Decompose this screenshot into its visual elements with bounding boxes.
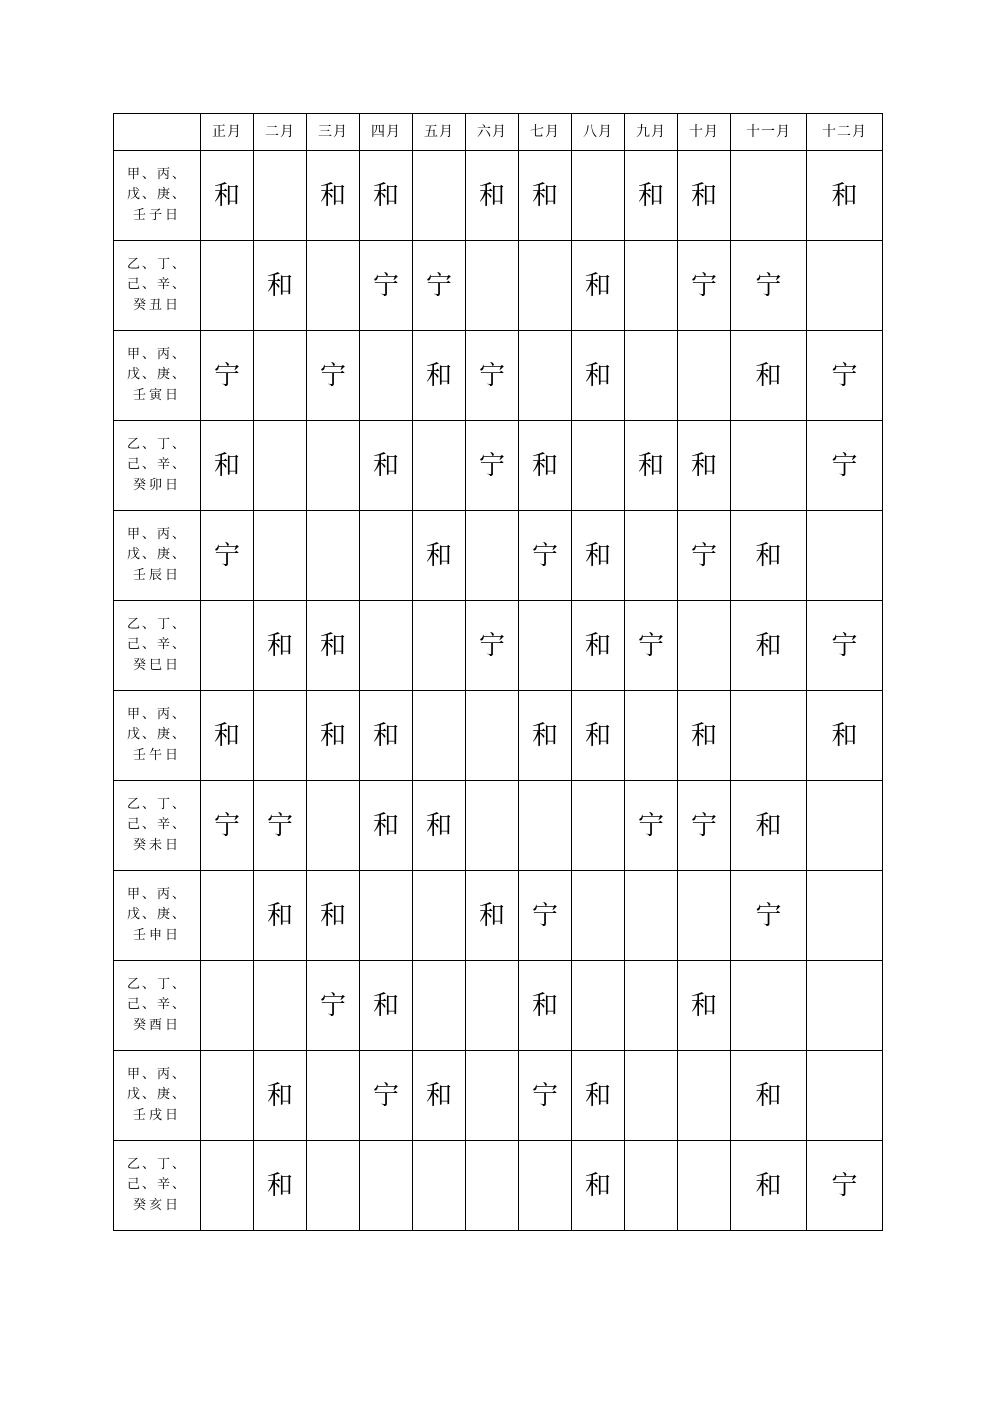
mark-cell xyxy=(731,331,807,421)
row-label-line: 己、辛、 xyxy=(126,997,187,1013)
mark-cell xyxy=(201,1051,254,1141)
row-label-cell xyxy=(114,151,201,241)
mark-cell xyxy=(307,1051,360,1141)
mark-glyph: 和 xyxy=(755,360,782,391)
table-header xyxy=(114,114,883,151)
mark-cell xyxy=(625,871,678,961)
mark-cell xyxy=(572,241,625,331)
mark-glyph: 宁 xyxy=(266,810,293,841)
row-label-line: 戊、庚、 xyxy=(126,547,187,563)
row-label-line: 乙、丁、 xyxy=(126,797,187,813)
mark-glyph: 宁 xyxy=(478,450,505,481)
table-row xyxy=(114,421,883,511)
mark-cell xyxy=(519,601,572,691)
mark-cell xyxy=(413,601,466,691)
mark-cell xyxy=(360,331,413,421)
row-label-cell xyxy=(114,241,201,331)
mark-cell xyxy=(572,151,625,241)
mark-cell xyxy=(201,871,254,961)
mark-cell xyxy=(572,871,625,961)
mark-glyph: 和 xyxy=(319,630,346,661)
mark-glyph: 和 xyxy=(637,180,664,211)
row-label-cell xyxy=(114,601,201,691)
mark-cell xyxy=(413,331,466,421)
mark-cell xyxy=(307,1141,360,1231)
mark-cell xyxy=(413,1051,466,1141)
mark-cell xyxy=(307,151,360,241)
mark-cell xyxy=(254,151,307,241)
mark-cell xyxy=(413,961,466,1051)
mark-cell xyxy=(625,421,678,511)
mark-cell xyxy=(807,601,883,691)
row-label-line: 甲、丙、 xyxy=(126,887,187,903)
mark-cell xyxy=(625,331,678,421)
mark-cell xyxy=(201,421,254,511)
mark-cell xyxy=(678,961,731,1051)
mark-cell xyxy=(807,511,883,601)
mark-glyph: 和 xyxy=(755,630,782,661)
mark-glyph: 和 xyxy=(213,180,240,211)
month-mark-table xyxy=(113,113,883,1231)
mark-cell xyxy=(466,331,519,421)
mark-cell xyxy=(360,871,413,961)
row-label-line: 壬申日 xyxy=(132,927,181,943)
table-row xyxy=(114,331,883,421)
mark-glyph: 和 xyxy=(425,360,452,391)
mark-glyph: 和 xyxy=(319,720,346,751)
mark-cell xyxy=(731,511,807,601)
mark-cell xyxy=(625,151,678,241)
mark-cell xyxy=(572,601,625,691)
mark-cell xyxy=(201,1141,254,1231)
column-header-month-8: 八月 xyxy=(572,114,625,151)
mark-cell xyxy=(678,781,731,871)
mark-glyph: 和 xyxy=(478,900,505,931)
column-header-month-5: 五月 xyxy=(413,114,466,151)
mark-glyph: 和 xyxy=(266,1080,293,1111)
mark-cell xyxy=(307,781,360,871)
mark-glyph: 宁 xyxy=(755,900,782,931)
mark-glyph: 和 xyxy=(372,180,399,211)
mark-cell xyxy=(413,421,466,511)
row-label-line: 癸巳日 xyxy=(132,657,181,673)
row-label-cell xyxy=(114,691,201,781)
mark-glyph: 和 xyxy=(319,180,346,211)
mark-cell xyxy=(466,781,519,871)
mark-cell xyxy=(519,241,572,331)
mark-glyph: 宁 xyxy=(831,1170,858,1201)
mark-cell xyxy=(307,691,360,781)
row-label-cell xyxy=(114,421,201,511)
mark-cell xyxy=(307,421,360,511)
mark-cell xyxy=(519,511,572,601)
mark-glyph: 和 xyxy=(372,810,399,841)
row-label-cell xyxy=(114,1051,201,1141)
table-body xyxy=(114,151,883,1231)
mark-cell xyxy=(413,781,466,871)
table-row xyxy=(114,781,883,871)
row-label-line: 癸未日 xyxy=(132,837,181,853)
mark-cell xyxy=(678,421,731,511)
mark-cell xyxy=(807,691,883,781)
mark-glyph: 和 xyxy=(531,450,558,481)
column-header-month-6: 六月 xyxy=(466,114,519,151)
mark-cell xyxy=(625,1051,678,1141)
mark-cell xyxy=(466,241,519,331)
mark-cell xyxy=(731,241,807,331)
mark-cell xyxy=(360,241,413,331)
mark-glyph: 和 xyxy=(584,1080,611,1111)
column-header-month-2: 二月 xyxy=(254,114,307,151)
mark-glyph: 和 xyxy=(690,720,717,751)
table-row xyxy=(114,601,883,691)
mark-cell xyxy=(572,781,625,871)
mark-cell xyxy=(360,781,413,871)
mark-cell xyxy=(731,781,807,871)
table-row xyxy=(114,241,883,331)
mark-cell xyxy=(625,601,678,691)
mark-glyph: 和 xyxy=(755,1170,782,1201)
mark-glyph: 和 xyxy=(372,990,399,1021)
mark-glyph: 和 xyxy=(584,630,611,661)
mark-glyph: 和 xyxy=(266,900,293,931)
mark-cell xyxy=(466,961,519,1051)
row-label-line: 乙、丁、 xyxy=(126,617,187,633)
mark-glyph: 宁 xyxy=(690,270,717,301)
mark-cell xyxy=(572,421,625,511)
mark-cell xyxy=(572,961,625,1051)
row-label-line: 己、辛、 xyxy=(126,277,187,293)
mark-cell xyxy=(254,691,307,781)
mark-cell xyxy=(413,151,466,241)
mark-cell xyxy=(466,1141,519,1231)
row-label-cell xyxy=(114,961,201,1051)
mark-cell xyxy=(360,1051,413,1141)
mark-cell xyxy=(201,511,254,601)
mark-cell xyxy=(572,511,625,601)
mark-cell xyxy=(466,691,519,781)
row-label-line: 壬子日 xyxy=(132,207,181,223)
row-label-line: 癸酉日 xyxy=(132,1017,181,1033)
mark-cell xyxy=(413,691,466,781)
mark-cell xyxy=(466,151,519,241)
mark-glyph: 和 xyxy=(372,720,399,751)
mark-glyph: 宁 xyxy=(755,270,782,301)
mark-glyph: 和 xyxy=(584,270,611,301)
mark-glyph: 宁 xyxy=(531,900,558,931)
mark-cell xyxy=(360,961,413,1051)
mark-glyph: 和 xyxy=(213,720,240,751)
mark-cell xyxy=(519,961,572,1051)
mark-cell xyxy=(254,1141,307,1231)
mark-cell xyxy=(307,241,360,331)
mark-cell xyxy=(625,691,678,781)
mark-cell xyxy=(678,151,731,241)
row-label-line: 甲、丙、 xyxy=(126,347,187,363)
mark-glyph: 和 xyxy=(690,450,717,481)
row-label-line: 甲、丙、 xyxy=(126,1067,187,1083)
mark-cell xyxy=(519,1051,572,1141)
row-label-line: 己、辛、 xyxy=(126,637,187,653)
corner-cell xyxy=(114,114,201,151)
mark-cell xyxy=(731,871,807,961)
mark-cell xyxy=(360,151,413,241)
mark-cell xyxy=(201,601,254,691)
mark-cell xyxy=(360,1141,413,1231)
mark-cell xyxy=(625,961,678,1051)
mark-glyph: 宁 xyxy=(372,1080,399,1111)
row-label-line: 戊、庚、 xyxy=(126,907,187,923)
mark-glyph: 宁 xyxy=(637,810,664,841)
row-label-line: 壬寅日 xyxy=(132,387,181,403)
table-row xyxy=(114,511,883,601)
mark-cell xyxy=(678,691,731,781)
mark-cell xyxy=(307,961,360,1051)
mark-cell xyxy=(678,871,731,961)
row-label-line: 戊、庚、 xyxy=(126,727,187,743)
mark-cell xyxy=(625,781,678,871)
row-label-line: 乙、丁、 xyxy=(126,1157,187,1173)
row-label-line: 癸卯日 xyxy=(132,477,181,493)
mark-cell xyxy=(678,241,731,331)
mark-cell xyxy=(519,1141,572,1231)
mark-glyph: 和 xyxy=(584,360,611,391)
row-label-cell xyxy=(114,331,201,421)
mark-cell xyxy=(625,241,678,331)
row-label-line: 戊、庚、 xyxy=(126,1087,187,1103)
mark-glyph: 宁 xyxy=(690,540,717,571)
header-row xyxy=(114,114,883,151)
mark-cell xyxy=(731,421,807,511)
mark-glyph: 和 xyxy=(478,180,505,211)
mark-glyph: 宁 xyxy=(372,270,399,301)
mark-cell xyxy=(413,511,466,601)
mark-glyph: 宁 xyxy=(319,990,346,1021)
mark-cell xyxy=(360,511,413,601)
row-label-line: 甲、丙、 xyxy=(126,707,187,723)
mark-cell xyxy=(678,331,731,421)
mark-glyph: 宁 xyxy=(831,360,858,391)
mark-glyph: 宁 xyxy=(637,630,664,661)
mark-cell xyxy=(731,691,807,781)
mark-cell xyxy=(413,871,466,961)
row-label-line: 乙、丁、 xyxy=(126,977,187,993)
mark-cell xyxy=(625,511,678,601)
mark-cell xyxy=(466,511,519,601)
column-header-month-3: 三月 xyxy=(307,114,360,151)
mark-cell xyxy=(413,1141,466,1231)
mark-cell xyxy=(807,781,883,871)
mark-glyph: 宁 xyxy=(478,630,505,661)
row-label-cell xyxy=(114,1141,201,1231)
mark-glyph: 和 xyxy=(372,450,399,481)
mark-cell xyxy=(731,961,807,1051)
mark-cell xyxy=(466,1051,519,1141)
mark-glyph: 和 xyxy=(531,180,558,211)
mark-cell xyxy=(307,331,360,421)
mark-cell xyxy=(360,601,413,691)
mark-cell xyxy=(201,781,254,871)
mark-glyph: 和 xyxy=(531,990,558,1021)
mark-glyph: 宁 xyxy=(531,1080,558,1111)
mark-cell xyxy=(678,511,731,601)
mark-cell xyxy=(625,1141,678,1231)
row-label-line: 癸亥日 xyxy=(132,1197,181,1213)
mark-cell xyxy=(254,961,307,1051)
row-label-line: 乙、丁、 xyxy=(126,437,187,453)
mark-cell xyxy=(807,871,883,961)
mark-glyph: 和 xyxy=(584,1170,611,1201)
row-label-line: 甲、丙、 xyxy=(126,167,187,183)
mark-cell xyxy=(572,1051,625,1141)
mark-glyph: 和 xyxy=(755,540,782,571)
mark-cell xyxy=(807,241,883,331)
mark-cell xyxy=(254,331,307,421)
mark-cell xyxy=(466,421,519,511)
table-row xyxy=(114,961,883,1051)
mark-glyph: 宁 xyxy=(319,360,346,391)
mark-glyph: 和 xyxy=(831,720,858,751)
row-label-line: 癸丑日 xyxy=(132,297,181,313)
row-label-line: 戊、庚、 xyxy=(126,367,187,383)
mark-glyph: 和 xyxy=(425,810,452,841)
table-row xyxy=(114,1051,883,1141)
mark-cell xyxy=(807,1141,883,1231)
mark-cell xyxy=(201,691,254,781)
mark-cell xyxy=(807,961,883,1051)
mark-cell xyxy=(678,1141,731,1231)
row-label-line: 己、辛、 xyxy=(126,1177,187,1193)
mark-cell xyxy=(254,241,307,331)
mark-cell xyxy=(360,691,413,781)
mark-glyph: 和 xyxy=(266,630,293,661)
mark-glyph: 和 xyxy=(425,540,452,571)
mark-glyph: 和 xyxy=(690,180,717,211)
table-row xyxy=(114,151,883,241)
column-header-month-10: 十月 xyxy=(678,114,731,151)
mark-glyph: 和 xyxy=(531,720,558,751)
mark-glyph: 和 xyxy=(266,1170,293,1201)
row-label-cell xyxy=(114,871,201,961)
mark-cell xyxy=(807,151,883,241)
mark-cell xyxy=(807,1051,883,1141)
row-label-line: 己、辛、 xyxy=(126,457,187,473)
mark-cell xyxy=(254,421,307,511)
mark-glyph: 和 xyxy=(319,900,346,931)
mark-cell xyxy=(519,421,572,511)
mark-cell xyxy=(678,601,731,691)
table-row xyxy=(114,1141,883,1231)
mark-cell xyxy=(466,871,519,961)
mark-cell xyxy=(572,331,625,421)
mark-cell xyxy=(254,871,307,961)
mark-cell xyxy=(254,1051,307,1141)
mark-glyph: 宁 xyxy=(213,810,240,841)
column-header-month-9: 九月 xyxy=(625,114,678,151)
mark-cell xyxy=(307,511,360,601)
mark-cell xyxy=(807,331,883,421)
mark-cell xyxy=(360,421,413,511)
mark-glyph: 和 xyxy=(831,180,858,211)
mark-cell xyxy=(201,961,254,1051)
mark-cell xyxy=(678,1051,731,1141)
mark-cell xyxy=(731,151,807,241)
mark-cell xyxy=(201,241,254,331)
mark-cell xyxy=(307,601,360,691)
row-label-line: 乙、丁、 xyxy=(126,257,187,273)
mark-glyph: 和 xyxy=(213,450,240,481)
mark-cell xyxy=(519,151,572,241)
table-row xyxy=(114,691,883,781)
mark-cell xyxy=(201,331,254,421)
row-label-line: 己、辛、 xyxy=(126,817,187,833)
mark-cell xyxy=(519,691,572,781)
row-label-line: 壬戌日 xyxy=(132,1107,181,1123)
row-label-cell xyxy=(114,781,201,871)
mark-glyph: 宁 xyxy=(690,810,717,841)
mark-cell xyxy=(519,781,572,871)
mark-glyph: 和 xyxy=(637,450,664,481)
column-header-month-7: 七月 xyxy=(519,114,572,151)
mark-glyph: 宁 xyxy=(531,540,558,571)
mark-cell xyxy=(519,331,572,421)
mark-cell xyxy=(466,601,519,691)
mark-cell xyxy=(731,601,807,691)
row-label-line: 壬午日 xyxy=(132,747,181,763)
row-label-line: 甲、丙、 xyxy=(126,527,187,543)
column-header-month-11: 十一月 xyxy=(731,114,807,151)
mark-glyph: 宁 xyxy=(213,360,240,391)
mark-glyph: 和 xyxy=(755,1080,782,1111)
mark-cell xyxy=(572,1141,625,1231)
mark-glyph: 和 xyxy=(584,540,611,571)
mark-cell xyxy=(254,511,307,601)
mark-glyph: 和 xyxy=(425,1080,452,1111)
mark-glyph: 和 xyxy=(266,270,293,301)
mark-cell xyxy=(201,151,254,241)
column-header-month-12: 十二月 xyxy=(807,114,883,151)
row-label-cell xyxy=(114,511,201,601)
mark-cell xyxy=(731,1141,807,1231)
mark-glyph: 宁 xyxy=(831,630,858,661)
row-label-line: 壬辰日 xyxy=(132,567,181,583)
mark-cell xyxy=(413,241,466,331)
mark-glyph: 和 xyxy=(755,810,782,841)
table-row xyxy=(114,871,883,961)
mark-cell xyxy=(731,1051,807,1141)
column-header-month-1: 正月 xyxy=(201,114,254,151)
mark-cell xyxy=(807,421,883,511)
mark-glyph: 和 xyxy=(584,720,611,751)
mark-glyph: 宁 xyxy=(478,360,505,391)
mark-glyph: 和 xyxy=(690,990,717,1021)
mark-cell xyxy=(307,871,360,961)
table-container xyxy=(113,113,880,1231)
mark-cell xyxy=(254,601,307,691)
mark-cell xyxy=(254,781,307,871)
mark-glyph: 宁 xyxy=(831,450,858,481)
column-header-month-4: 四月 xyxy=(360,114,413,151)
mark-glyph: 宁 xyxy=(213,540,240,571)
mark-cell xyxy=(572,691,625,781)
mark-cell xyxy=(519,871,572,961)
mark-glyph: 宁 xyxy=(425,270,452,301)
row-label-line: 戊、庚、 xyxy=(126,187,187,203)
